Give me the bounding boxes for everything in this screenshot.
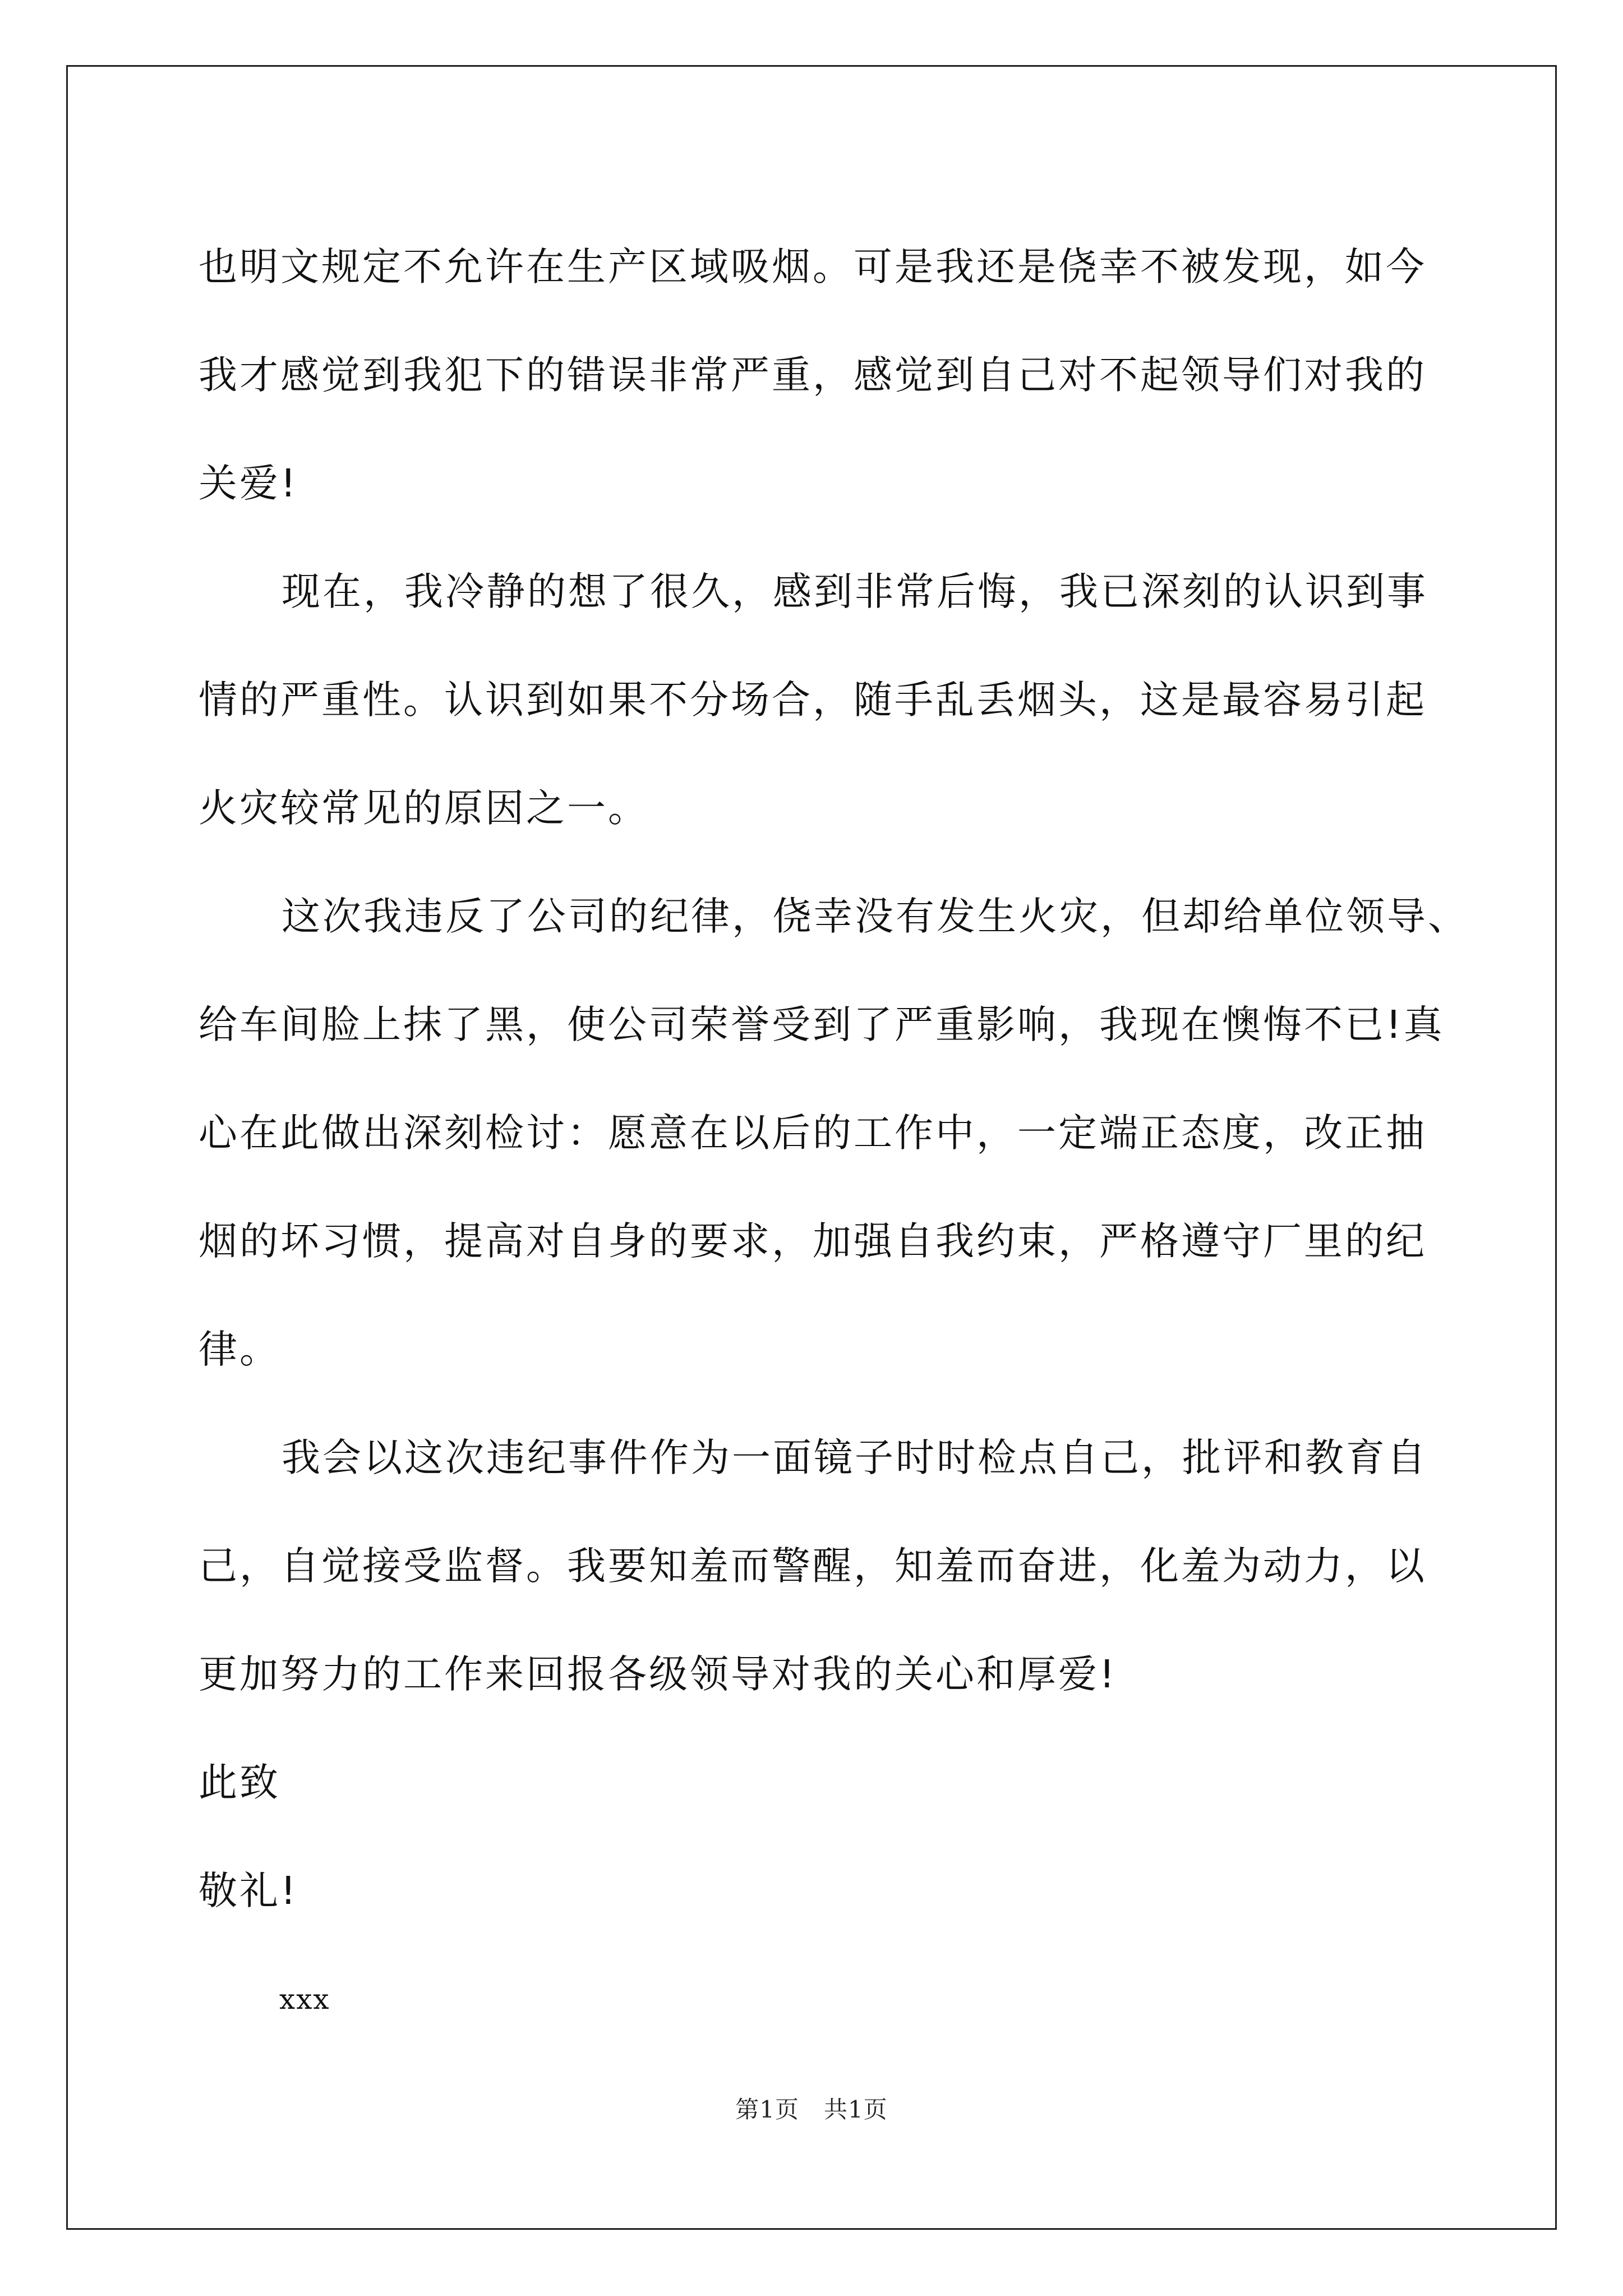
paragraph-line: 情的严重性。认识到如果不分场合，随手乱丢烟头，这是最容易引起 [199,678,1427,723]
page-number: 第1页 [735,2096,799,2123]
page-footer [0,2091,1623,2125]
paragraph-line: 现在，我冷静的想了很久，感到非常后悔，我已深刻的认识到事 [282,569,1428,614]
paragraph-line: 给车间脸上抹了黑，使公司荣誉受到了严重影响，我现在懊悔不已!真 [199,1002,1445,1047]
paragraph-line: 这次我违反了公司的纪律，侥幸没有发生火灾，但却给单位领导、 [282,894,1469,939]
signature: xxx [279,1983,330,2016]
paragraph-line: 关爱! [199,461,298,506]
closing-salutation: 此致 [199,1760,280,1805]
paragraph [199,1404,1432,1729]
paragraph [199,538,1432,863]
paragraph [199,213,1432,538]
paragraph-line: 火灾较常见的原因之一。 [199,786,649,831]
paragraphs [199,213,1469,1729]
paragraph-line: 我会以这次违纪事件作为一面镜子时时检点自己，批评和教育自 [282,1435,1428,1480]
page-total: 共1页 [824,2096,888,2123]
document-body [199,213,1469,2054]
paragraph-line: 我才感觉到我犯下的错误非常严重，感觉到自己对不起领导们对我的 [199,353,1427,398]
closing-regards: 敬礼! [199,1869,298,1913]
paragraph-line: 烟的坏习惯，提高对自身的要求，加强自我约束，严格遵守厂里的纪 [199,1219,1427,1264]
paragraph-line: 更加努力的工作来回报各级领导对我的关心和厚爱! [199,1652,1117,1697]
paragraph-line: 心在此做出深刻检讨：愿意在以后的工作中，一定端正态度，改正抽 [199,1111,1427,1156]
paragraph [199,863,1469,1404]
paragraph-line: 也明文规定不允许在生产区域吸烟。可是我还是侥幸不被发现，如今 [199,245,1427,289]
paragraph-line: 己，自觉接受监督。我要知羞而警醒，知羞而奋进，化羞为动力，以 [199,1544,1427,1589]
paragraph-line: 律。 [199,1327,280,1372]
